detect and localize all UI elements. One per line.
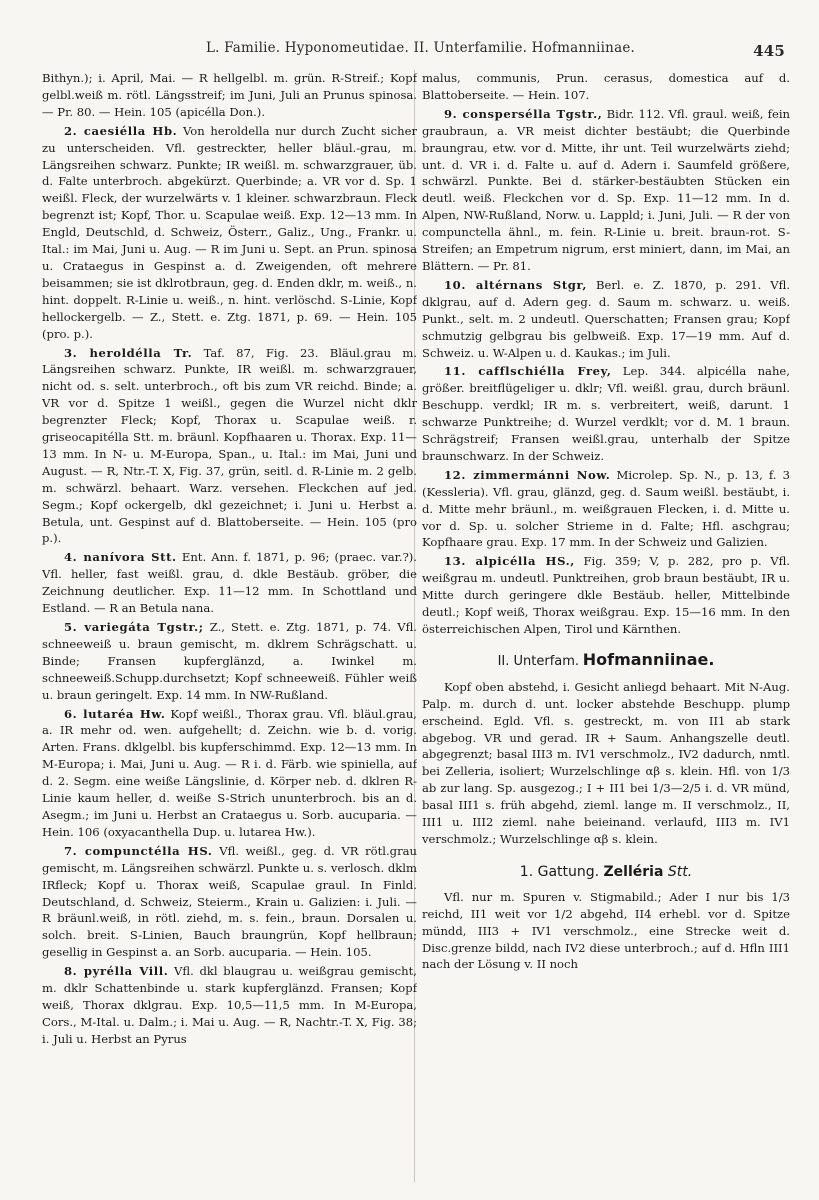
species-entry bbox=[422, 363, 790, 464]
entry-text: Kopf weißl., Thorax grau. Vfl. bläul.grau, a. IR mehr od. wen. aufgehellt; d. Zeichn. wie b. d. vorig. Arten. Frans. dklgelbl. bis kupferschimmd. Exp. 12—13 mm. In M-Europa; i. Mai, Juni u. Aug. — R i. d. Färb. wie spiniella, auf d. 2. Segm. eine weiße Längslinie, d. Körper neb. d. dklren R-Linie kaum heller, d. weiße S-Strich ununterbroch. bis an d. Asegm.; im Juni u. Herbst an Crataegus u. Sorb. aucuparia. — Hein. 106 (oxyacanthella Dup. u. lutarea Hw.). bbox=[42, 706, 417, 839]
genus-description: Vfl. nur m. Spuren v. Stigmabild.; Ader I nur bis 1/3 reichd, II1 weit vor 1/2 abgehd, II4 erhebl. vor d. Spitze mündd, III3 + IV1 verschmolz., eine Strecke weit d. Disc.grenze bildd, nach IV2 diese unterbroch.; auf d. Hfln III1 nach der Lösung v. II noch bbox=[422, 889, 790, 972]
entry-text: Vfl. weißl., geg. d. VR rötl.grau gemischt, m. Längsreihen schwärzl. Punkte u. s. verlosch. dklm IRfleck; Kopf u. Thorax weiß, Scapulae graul. In Finld. Deutschland, d. Schweiz, Steierm., Krain u. Galizien: i. Juli. — R bräunl.weiß, in rötl. ziehd, m. s. fein., braun. Dorsalen u. solch. breit. S-Linien, Bauch braungrün, Kopf hellbraun; gesellig in Gespinst a. an Sorb. aucuparia. — Hein. 105. bbox=[42, 843, 417, 960]
species-entry bbox=[42, 706, 417, 841]
species-entry bbox=[42, 70, 417, 121]
entry-text: Vfl. dkl blaugrau u. weißgrau gemischt, m. dklr Schattenbinde u. stark kupferglänzd. Fransen; Kopf weiß, Thorax dklgrau. Exp. 10,5—11,5 mm. In M-Europa, Cors., M-Ital. u. Dalm.; i. Mai u. Aug. — R, Nachtr.-T. X, Fig. 38; i. Juli u. Herbst an Pyrus bbox=[42, 964, 417, 1046]
species-heading: 3. heroldélla Tr. bbox=[64, 345, 193, 360]
species-entry bbox=[42, 123, 417, 343]
species-entry bbox=[422, 70, 790, 104]
species-heading: 13. alpicélla HS., bbox=[444, 554, 575, 569]
subfamily-prefix: II. Unterfam. bbox=[497, 653, 580, 669]
species-heading: 8. pyrélla Vill. bbox=[64, 964, 169, 979]
species-heading: 12. zimmermánni Now. bbox=[444, 467, 611, 482]
species-entry bbox=[42, 345, 417, 548]
entry-text: Berl. e. Z. 1870, p. 291. Vfl. dklgrau, auf d. Adern geg. d. Saum m. schwarz. u. weiß. Punkt., selt. m. 2 undeutl. Querschatten; Fransen grau; Kopf schmutzig gelbgrau bis gelbweiß. Exp. 17—19 mm. Auf d. Schweiz. u. W-Alpen u. d. Kaukas.; im Juli. bbox=[422, 277, 790, 360]
header-title: L. Familie. Hyponomeutidae. II. Unterfamilie. Hofmanniinae. bbox=[206, 40, 636, 56]
species-heading: 4. nanívora Stt. bbox=[64, 550, 177, 565]
genus-heading bbox=[422, 864, 790, 881]
species-heading: 5. variegáta Tgstr.; bbox=[64, 620, 204, 634]
species-heading: 11. cafflschiélla Frey, bbox=[444, 364, 612, 379]
species-entry bbox=[42, 549, 417, 617]
genus-name: Zelléria bbox=[603, 863, 664, 880]
entry-text: malus, communis, Prun. cerasus, domestica auf d. Blattoberseite. — Hein. 107. bbox=[422, 71, 790, 102]
species-entry bbox=[422, 467, 790, 552]
subfamily-name: Hofmanniinae. bbox=[582, 649, 715, 669]
species-heading: 6. lutaréa Hw. bbox=[64, 706, 166, 721]
genus-prefix: 1. Gattung. bbox=[519, 863, 600, 880]
species-heading: 2. caesiélla Hb. bbox=[64, 123, 178, 138]
entry-text: Z., Stett. e. Ztg. 1871, p. 74. Vfl. schneeweiß u. braun gemischt, m. dklrem Schrägschatt. u. Binde; Fransen kupferglänzd, a. Iwinkel m. schneeweiß.Schupp.durchsetzt; Kopf schneeweiß. Fühler weiß u. braun geringelt. Exp. 14 mm. In NW-Rußland. bbox=[42, 620, 417, 702]
entry-text: Ent. Ann. f. 1871, p. 96; (praec. var.?). Vfl. heller, fast weißl. grau, d. dkle Bestäub. gröber, die Zeichnung deutlicher. Exp. 11—12 mm. In Schottland und Estland. — R an Betula nana. bbox=[42, 550, 417, 616]
entry-text: Von heroldella nur durch Zucht sicher zu unterscheiden. Vfl. gestreckter, heller bläul.-grau, m. Längsreihen schwarz. Punkte; IR weißl. m. schwarzgrauer, üb. d. Falte unterbroch. abgekürzt. Querbinde; a. VR vor d. Sp. 1 weißl. Fleck, der wurzelwärts v. 1 kleiner. schwarzbraun. Fleck begrenzt ist; Kopf, Thor. u. Scapulae weiß. Exp. 12—13 mm. In Engld, Deutschld, d. Schweiz, Österr., Galiz., Ung., Frankr. u. Ital.: im Mai, Juni u. Aug. — R im Juni u. Sept. an Prun. spinosa u. Crataegus in Gespinst a. d. Zweigenden, oft mehrere beisammen; sie ist dklrotbraun, geg. d. Enden dklr, m. weiß., n. hint. doppelt. R-Linie u. weiß., n. hint. verlöschd. S-Linie, Kopf hellockergelb. — Z., Stett. e. Ztg. 1871, p. 69. — Hein. 105 (pro. p.). bbox=[42, 123, 417, 341]
species-heading: 9. conspersélla Tgstr., bbox=[444, 106, 603, 121]
subfamily-heading bbox=[422, 649, 790, 671]
entry-text: Bithyn.); i. April, Mai. — R hellgelbl. m. grün. R-Streif.; Kopf gelbl.weiß m. rötl. Längsstreif; im Juni, Juli an Prunus spinosa. — Pr. 80. — Hein. 105 (apicélla Don.). bbox=[42, 71, 417, 119]
subfamily-description: Kopf oben abstehd, i. Gesicht anliegd behaart. Mit N-Aug. Palp. m. durch d. unt. locker abstehde Beschupp. plump erscheind. Egld. Vfl. s. gestreckt, m. von II1 ab stark abgebog. VR und gerad. IR + Saum. Anhangszelle deutl. abgegrenzt; basal III3 m. IV1 verschmolz., IV2 dadurch, nmtl. bei Zelleria, isoliert; Wurzelschlinge αβ s. klein. Hfl. von 1/3 ab zur lang. Sp. ausgezog.; I + II1 bei 1/3—2/5 i. d. VR münd, basal III1 s. früh abgehd, zieml. lange m. II verschmolz., II, III1 u. III2 zieml. nahe beieinand. verlaufd, III3 m. IV1 verschmolz.; Wurzelschlinge αβ s. klein. bbox=[422, 679, 790, 846]
right-column bbox=[422, 70, 790, 1188]
species-entry bbox=[422, 106, 790, 275]
page-number: 445 bbox=[753, 42, 785, 60]
species-entry bbox=[422, 553, 790, 638]
entry-text: Bidr. 112. Vfl. graul. weiß, fein graubraun, a. VR meist dichter bestäubt; die Querbinde braungrau, etw. vor d. Mitte, ihr unt. Teil wurzelwärts ziehd; unt. d. VR i. d. Falte u. auf d. Adern i. Saumfeld größere, schwärzl. Punkte. Bei d. stärker-bestäubten Stücken ein deutl. weiß. Fleckchen vor d. Sp. Exp. 11—12 mm. In d. Alpen, NW-Rußland, Norw. u. Lappld; i. Juni, Juli. — R der von compunctella ähnl., m. fein. R-Linie u. breit. braun-rot. S-Streifen; an Empetrum nigrum, erst miniert, dann, im Mai, an Blättern. — Pr. 81. bbox=[422, 106, 790, 273]
entry-text: Fig. 359; V, p. 282, pro p. Vfl. weißgrau m. undeutl. Punktreihen, grob braun bestäubt, IR u. Mitte durch geringere dkle Bestäub. heller, Mittelbinde deutl.; Kopf weiß, Thorax weißgrau. Exp. 15—16 mm. In den österreichischen Alpen, Tirol und Kärnthen. bbox=[422, 554, 790, 636]
entry-text: Taf. 87, Fig. 23. Bläul.grau m. Längsreihen schwarz. Punkte, IR weißl. m. schwarzgrauer, nicht od. s. selt. unterbroch., oft bis zum VR reichd. Binde; a. VR vor d. Spitze 1 weißl., gegen die Wurzel nicht dklr begrenzter Fleck; Kopf, Thorax u. Scapulae weiß. r. griseocapitélla Stt. m. bräunl. Kopfhaaren u. Thorax. Exp. 11—13 mm. In N- u. M-Europa, Span., u. Ital.: im Mai, Juni und August. — R, Ntr.-T. X, Fig. 37, grün, seitl. d. R-Linie m. 2 gelb. m. schwärzl. behaart. Warz. versehen. Fleckchen auf jed. Segm.; Kopf ockergelb, dkl gezeichnet; i. Juni u. Herbst a. Betula, unt. Gespinst auf d. Blattoberseite. — Hein. 105 (pro p.). bbox=[42, 345, 417, 546]
species-heading: 7. compunctélla HS. bbox=[64, 843, 213, 858]
species-entry bbox=[422, 277, 790, 362]
species-entry bbox=[42, 963, 417, 1048]
species-entry bbox=[42, 843, 417, 961]
left-column bbox=[42, 70, 417, 1188]
genus-author: Stt. bbox=[667, 863, 693, 880]
species-entry bbox=[42, 619, 417, 704]
entry-text: Lep. 344. alpicélla nahe, größer. breitflügeliger u. dklr; Vfl. weißl. grau, durch bräunl. Beschupp. verdkl; IR m. s. verbreitert, weiß, darunt. 1 schwarze Punktreihe; d. Wurzel verdklt; vor d. M. 1 braun. Schrägstreif; Fransen weißl.grau, unterhalb der Spitze braunschwarz. In der Schweiz. bbox=[422, 364, 790, 463]
entry-text: Microlep. Sp. N., p. 13, f. 3 (Kessleria). Vfl. grau, glänzd, geg. d. Saum weißl. bestäubt, i. d. Mitte mehr bräunl., m. weißgrauen Flecken, i. d. Mitte u. vor d. Sp. u. solcher Strieme in d. Falte; Hfl. aschgrau; Kopfhaare grau. Exp. 17 mm. In der Schweiz und Galizien. bbox=[422, 467, 790, 550]
species-heading: 10. altérnans Stgr, bbox=[444, 277, 587, 292]
